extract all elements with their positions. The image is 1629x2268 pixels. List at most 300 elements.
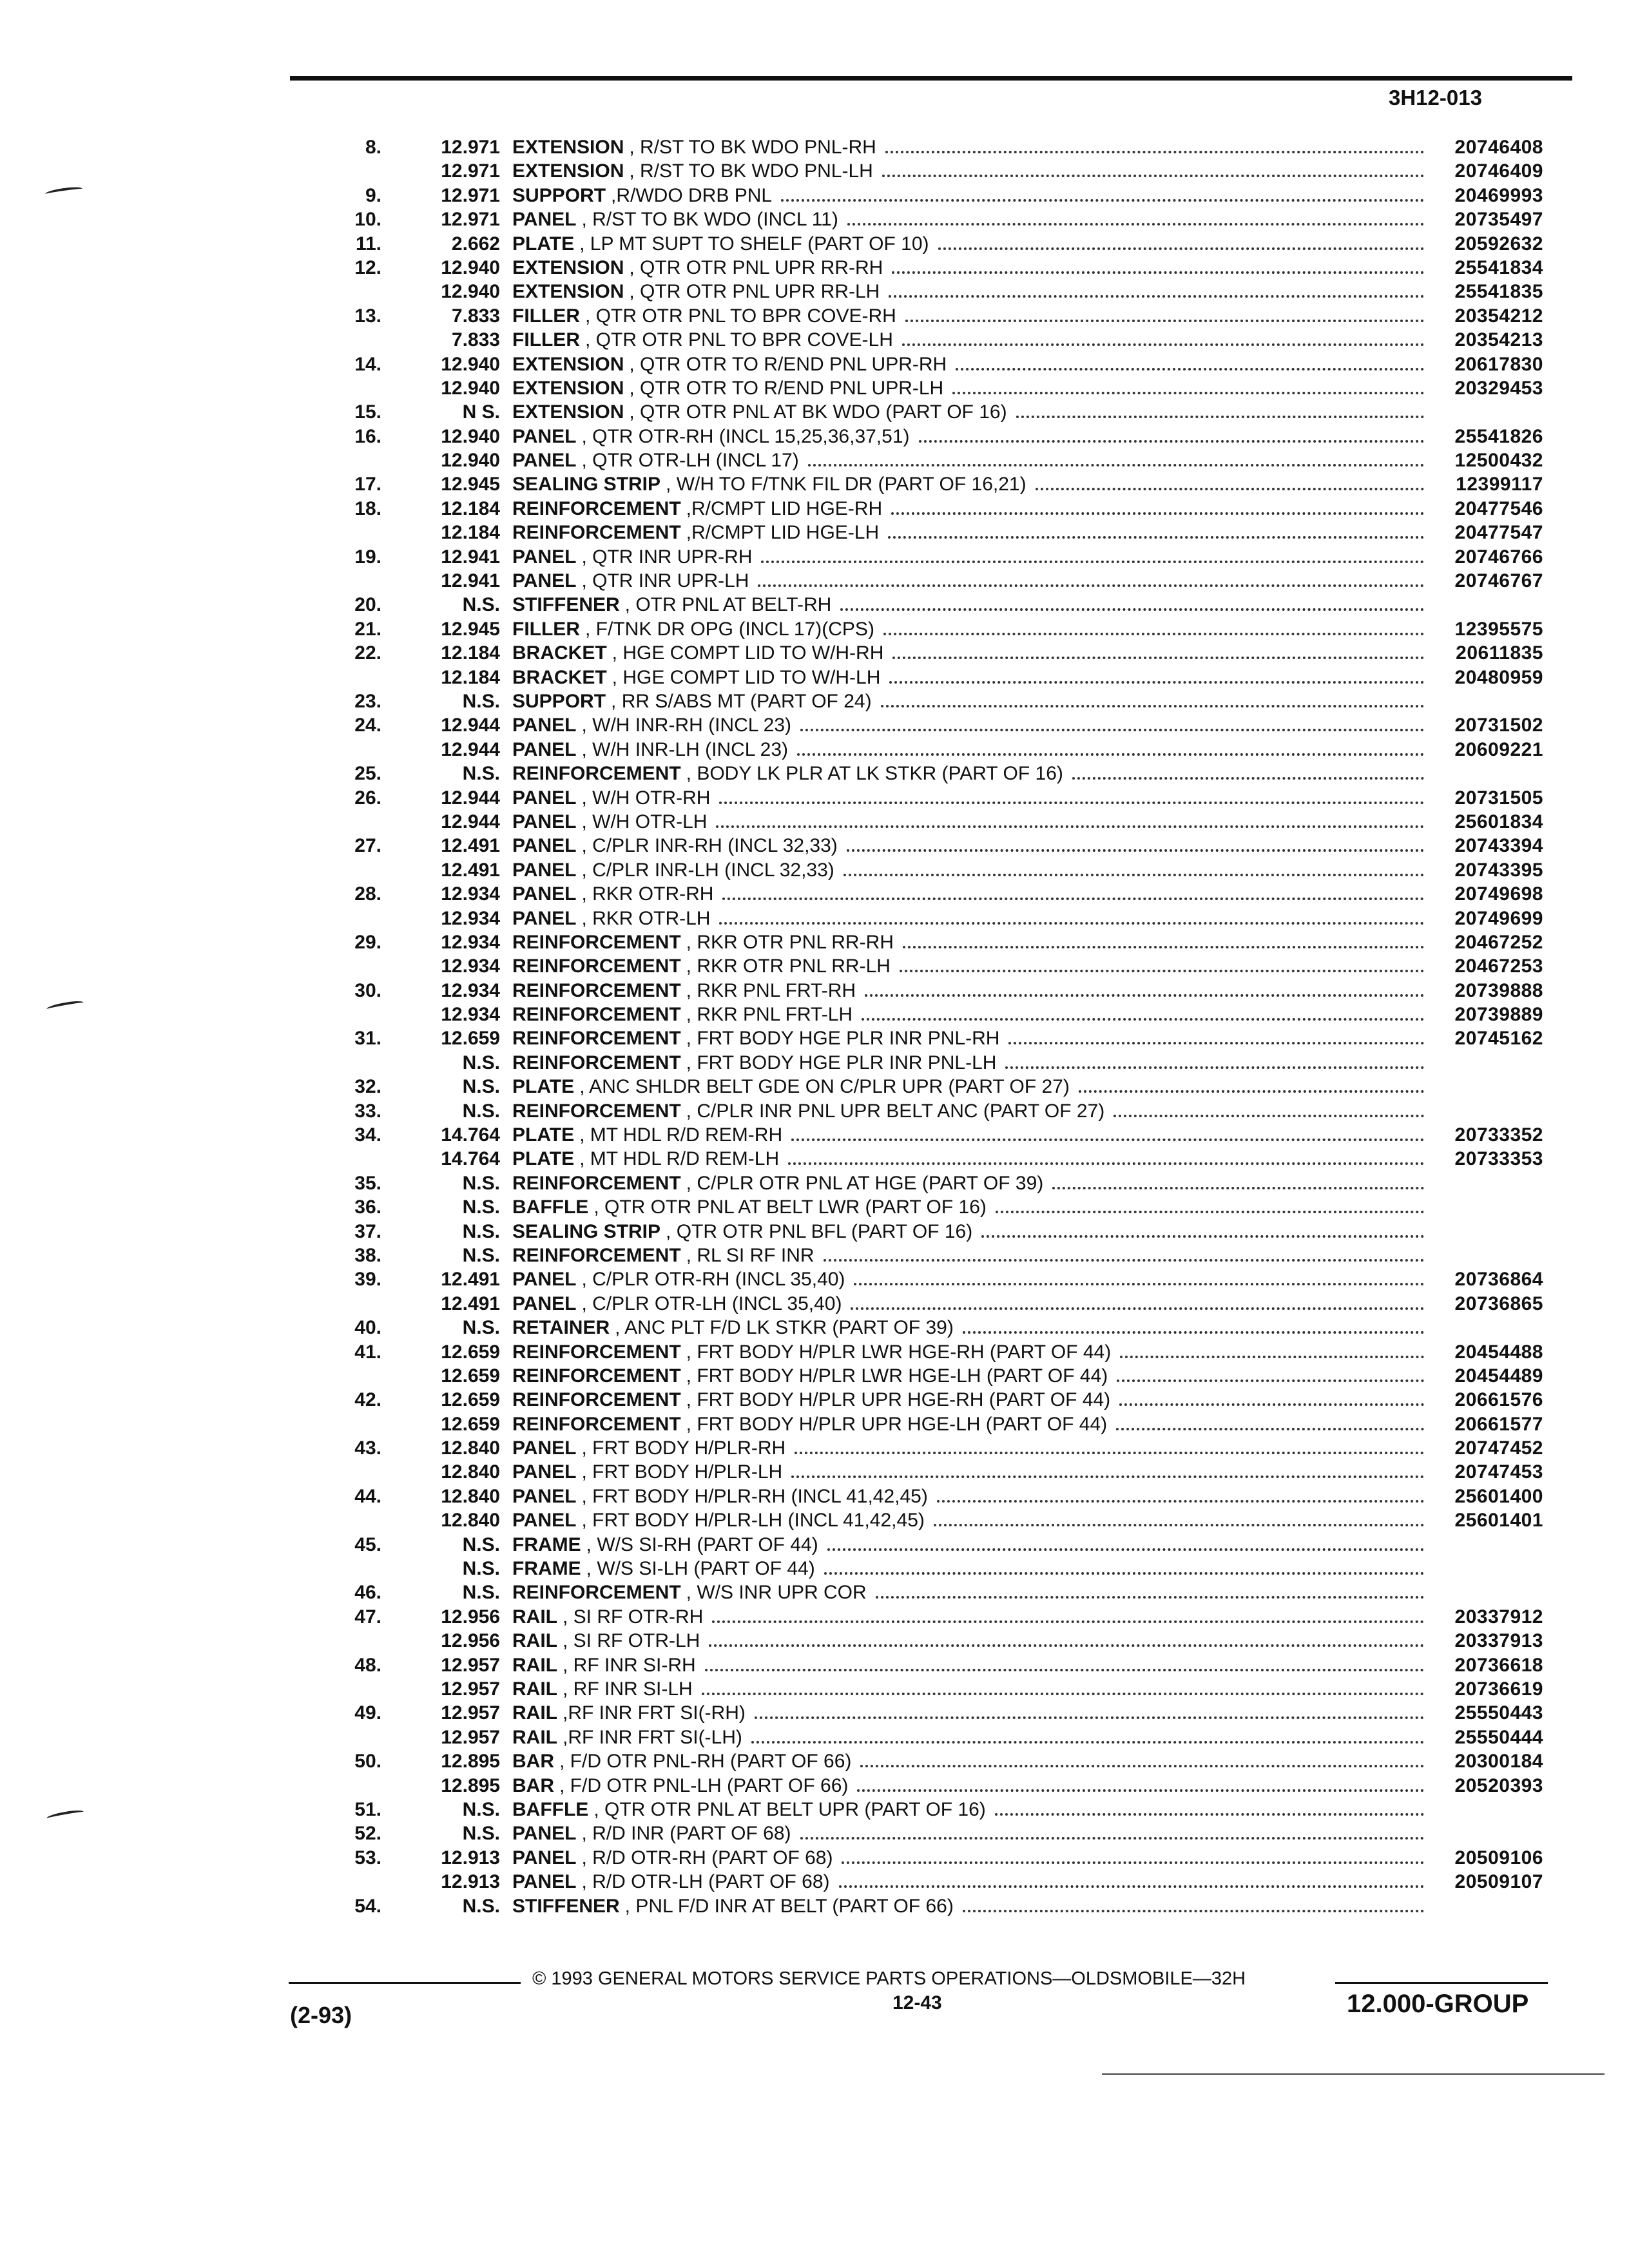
part-name: RAIL — [512, 1702, 557, 1724]
dot-leader — [1005, 1051, 1424, 1069]
part-detail: , QTR OTR PNL AT BK WDO (PART OF 16) — [629, 401, 1007, 423]
item-number: 37. — [354, 1220, 381, 1242]
part-description — [512, 1485, 1424, 1508]
part-name: REINFORCEMENT — [512, 1582, 681, 1604]
item-number: 46. — [354, 1582, 381, 1604]
part-number: 20743395 — [1454, 859, 1543, 881]
part-description — [512, 1340, 1424, 1364]
part-name: PANEL — [512, 1269, 577, 1291]
group-label: 12.000-GROUP — [1347, 1990, 1529, 2018]
part-name: PANEL — [512, 787, 577, 809]
dot-leader — [842, 1846, 1424, 1864]
part-detail: , FRT BODY HGE PLR INR PNL-LH — [686, 1052, 997, 1073]
parts-row — [322, 1557, 1559, 1581]
part-description — [512, 207, 1424, 231]
item-number: 50. — [354, 1751, 381, 1773]
group-number: 12.184 — [441, 522, 500, 544]
parts-row — [322, 1147, 1559, 1171]
parts-row — [322, 882, 1559, 906]
dot-leader — [882, 159, 1424, 177]
group-number: 12.945 — [441, 474, 500, 495]
part-number: 20731505 — [1454, 787, 1543, 809]
part-name: EXTENSION — [512, 256, 624, 278]
part-description — [512, 1099, 1424, 1123]
part-number: 20749698 — [1454, 883, 1543, 905]
dot-leader — [1116, 1412, 1424, 1430]
part-number: 20454489 — [1454, 1365, 1543, 1387]
part-name: PANEL — [512, 811, 577, 832]
part-number: 20736865 — [1454, 1293, 1543, 1314]
part-number: 20739888 — [1454, 979, 1543, 1001]
dot-leader — [900, 954, 1424, 972]
parts-row — [322, 641, 1559, 665]
dot-leader — [857, 1774, 1424, 1792]
item-number: 44. — [354, 1485, 381, 1507]
part-detail: , FRT BODY H/PLR-RH — [581, 1437, 786, 1459]
part-name: PANEL — [512, 1871, 577, 1893]
dot-leader — [937, 1485, 1424, 1503]
part-number: 20329453 — [1454, 377, 1543, 399]
part-description — [512, 907, 1424, 930]
group-number: 12.840 — [441, 1461, 500, 1483]
part-detail: , HGE COMPT LID TO W/H-RH — [612, 642, 884, 664]
group-number: 7.833 — [451, 305, 500, 327]
dot-leader — [892, 256, 1424, 274]
parts-row — [322, 762, 1559, 785]
part-detail: , QTR OTR PNL BFL (PART OF 16) — [666, 1220, 973, 1242]
part-number: 20509107 — [1454, 1871, 1543, 1893]
part-description — [512, 1508, 1424, 1532]
part-number: 20337913 — [1454, 1630, 1543, 1652]
parts-row — [322, 472, 1559, 496]
part-detail: , W/S SI-LH (PART OF 44) — [586, 1558, 815, 1580]
part-name: REINFORCEMENT — [512, 1004, 681, 1026]
item-number: 23. — [354, 690, 381, 712]
part-detail: , QTR OTR-LH (INCL 17) — [581, 450, 799, 472]
part-detail: , R/D INR (PART OF 68) — [581, 1823, 791, 1845]
item-number: 27. — [354, 835, 381, 857]
part-number: 20747453 — [1454, 1461, 1543, 1483]
group-number: 12.934 — [441, 956, 500, 977]
dot-leader — [981, 1220, 1424, 1238]
group-number: N S. — [462, 401, 500, 423]
part-detail: , LP MT SUPT TO SHELF (PART OF 10) — [579, 233, 929, 255]
item-number: 53. — [354, 1847, 381, 1869]
part-description — [512, 1894, 1424, 1918]
part-number: 20592632 — [1454, 233, 1543, 255]
part-detail: , ANC PLT F/D LK STKR (PART OF 39) — [615, 1317, 954, 1339]
dot-leader — [827, 1533, 1424, 1551]
part-detail: , ANC SHLDR BELT GDE ON C/PLR UPR (PART OF 27) — [579, 1076, 1070, 1098]
part-description — [512, 1653, 1424, 1677]
part-description — [512, 1557, 1424, 1581]
part-detail: , QTR INR UPR-LH — [581, 570, 749, 592]
dot-leader — [1072, 762, 1424, 780]
item-number: 17. — [354, 474, 381, 495]
item-number: 41. — [354, 1341, 381, 1363]
part-number: 20736619 — [1454, 1678, 1543, 1700]
group-number: N.S. — [462, 1172, 500, 1194]
group-number: 12.940 — [441, 281, 500, 303]
part-detail: , F/D OTR PNL-RH (PART OF 66) — [559, 1751, 852, 1773]
part-name: FILLER — [512, 618, 580, 640]
group-number: 12.957 — [441, 1678, 500, 1700]
item-number: 32. — [354, 1076, 381, 1098]
parts-row — [322, 569, 1559, 593]
group-number: 12.913 — [441, 1847, 500, 1869]
part-number: 20477546 — [1454, 497, 1543, 519]
group-number: N.S. — [462, 1533, 500, 1555]
part-detail: , QTR OTR TO R/END PNL UPR-LH — [629, 377, 944, 399]
part-name: RAIL — [512, 1726, 557, 1748]
group-number: 12.940 — [441, 256, 500, 278]
part-description — [512, 930, 1424, 954]
part-description — [512, 1267, 1424, 1291]
parts-row — [322, 1195, 1559, 1219]
item-number: 38. — [354, 1244, 381, 1266]
part-description — [512, 376, 1424, 400]
dot-leader — [800, 713, 1424, 731]
part-detail: , RKR PNL FRT-RH — [686, 979, 856, 1001]
part-number: 20661577 — [1454, 1413, 1543, 1435]
dot-leader — [847, 207, 1424, 226]
part-number: 20454488 — [1454, 1341, 1543, 1363]
part-name: REINFORCEMENT — [512, 1100, 681, 1122]
part-description — [512, 1629, 1424, 1653]
part-description — [512, 1003, 1424, 1026]
group-number: 12.913 — [441, 1871, 500, 1893]
parts-row — [322, 1340, 1559, 1364]
group-number: N.S. — [462, 1220, 500, 1242]
part-name: BAR — [512, 1774, 554, 1796]
part-name: REINFORCEMENT — [512, 1413, 681, 1435]
dot-leader — [963, 1316, 1424, 1334]
part-name: BRACKET — [512, 642, 607, 664]
part-description — [512, 1436, 1424, 1460]
part-number: 25550443 — [1454, 1702, 1543, 1724]
dot-leader — [963, 1894, 1424, 1912]
group-number: 12.944 — [441, 738, 500, 760]
dot-leader — [938, 232, 1425, 250]
parts-row — [322, 1316, 1559, 1340]
part-number: 25541834 — [1454, 256, 1543, 278]
item-number: 45. — [354, 1533, 381, 1555]
item-number: 15. — [354, 401, 381, 423]
part-number: 20509106 — [1454, 1847, 1543, 1869]
part-description — [512, 159, 1424, 183]
item-number: 31. — [354, 1028, 381, 1050]
part-number: 20467252 — [1454, 931, 1543, 953]
part-name: EXTENSION — [512, 160, 624, 182]
parts-row — [322, 1388, 1559, 1412]
part-name: BRACKET — [512, 666, 607, 688]
header-rule — [290, 76, 1572, 81]
part-number: 20745162 — [1454, 1028, 1543, 1050]
item-number: 8. — [365, 137, 381, 158]
part-number: 20354212 — [1454, 305, 1543, 327]
part-description — [512, 666, 1424, 689]
part-number: 20300184 — [1454, 1751, 1543, 1773]
group-number: 12.945 — [441, 618, 500, 640]
part-detail: , C/PLR INR PNL UPR BELT ANC (PART OF 27) — [686, 1100, 1105, 1122]
item-number: 28. — [354, 883, 381, 905]
group-number: N.S. — [462, 1823, 500, 1845]
part-name: PANEL — [512, 883, 577, 905]
part-name: STIFFENER — [512, 1895, 620, 1917]
dot-leader — [1113, 1099, 1424, 1117]
parts-row — [322, 1171, 1559, 1195]
dot-leader — [1036, 472, 1424, 490]
part-name: EXTENSION — [512, 377, 624, 399]
dot-leader — [843, 858, 1424, 876]
part-detail: , QTR OTR PNL UPR RR-LH — [629, 281, 880, 303]
parts-row — [322, 907, 1559, 930]
part-description — [512, 1220, 1424, 1244]
group-number: 12.944 — [441, 787, 500, 809]
dot-leader — [758, 569, 1424, 587]
part-name: SEALING STRIP — [512, 1220, 661, 1242]
part-description — [512, 1292, 1424, 1316]
dot-leader — [1120, 1340, 1424, 1358]
part-description — [512, 1075, 1424, 1099]
parts-row — [322, 1749, 1559, 1773]
item-number: 43. — [354, 1437, 381, 1459]
part-detail: , W/H OTR-RH — [581, 787, 711, 809]
part-description — [512, 545, 1424, 569]
item-number: 24. — [354, 715, 381, 736]
dot-leader — [851, 1292, 1424, 1310]
dot-leader — [1079, 1075, 1424, 1093]
dot-leader — [862, 1003, 1424, 1021]
part-description — [512, 1798, 1424, 1821]
part-name: BAFFLE — [512, 1798, 589, 1820]
part-detail: , RKR OTR-RH — [581, 883, 714, 905]
dot-leader — [719, 907, 1424, 925]
dot-leader — [751, 1725, 1424, 1744]
part-name: PANEL — [512, 715, 577, 736]
part-detail: , FRT BODY H/PLR-LH — [581, 1461, 783, 1483]
part-description — [512, 1581, 1424, 1604]
dot-leader — [902, 328, 1424, 346]
dot-leader — [876, 1581, 1424, 1599]
part-detail: , FRT BODY H/PLR LWR HGE-LH (PART OF 44) — [686, 1365, 1108, 1387]
dot-leader — [788, 1147, 1424, 1165]
group-number: N.S. — [462, 1558, 500, 1580]
parts-row — [322, 1436, 1559, 1460]
part-number: 12500432 — [1454, 450, 1543, 472]
parts-row — [322, 689, 1559, 713]
dot-leader — [781, 184, 1424, 202]
part-detail: , C/PLR OTR PNL AT HGE (PART OF 39) — [686, 1172, 1044, 1194]
part-description — [512, 1605, 1424, 1629]
part-name: PANEL — [512, 546, 577, 568]
part-name: PANEL — [512, 1510, 577, 1532]
part-name: PLATE — [512, 233, 575, 255]
part-description — [512, 304, 1424, 328]
group-number: 12.941 — [441, 546, 500, 568]
part-detail: , C/PLR INR-RH (INCL 32,33) — [581, 835, 838, 857]
parts-row — [322, 1821, 1559, 1845]
parts-row — [322, 1725, 1559, 1749]
part-detail: , FRT BODY H/PLR UPR HGE-LH (PART OF 44) — [686, 1413, 1108, 1435]
dot-leader — [824, 1557, 1424, 1575]
part-number: 20731502 — [1454, 715, 1543, 736]
part-number: 20746409 — [1454, 160, 1543, 182]
part-detail: , FRT BODY H/PLR-LH (INCL 41,42,45) — [581, 1510, 925, 1532]
item-number: 54. — [354, 1895, 381, 1917]
parts-row — [322, 400, 1559, 424]
parts-row — [322, 425, 1559, 448]
group-number: 12.934 — [441, 883, 500, 905]
parts-row — [322, 979, 1559, 1003]
part-description — [512, 1051, 1424, 1075]
parts-row — [322, 135, 1559, 159]
part-description — [512, 1244, 1424, 1267]
part-detail: , W/H INR-LH (INCL 23) — [581, 738, 789, 760]
dot-leader — [889, 280, 1424, 298]
dot-leader — [755, 1701, 1424, 1719]
item-number: 20. — [354, 594, 381, 616]
group-number: 12.184 — [441, 642, 500, 664]
part-number: 20611835 — [1456, 642, 1543, 664]
parts-row — [322, 810, 1559, 834]
group-number: 12.491 — [441, 1293, 500, 1314]
part-name: FILLER — [512, 329, 580, 351]
item-number: 21. — [354, 618, 381, 640]
parts-row — [322, 497, 1559, 521]
dot-leader — [808, 448, 1424, 466]
part-detail: , RL SI RF INR — [686, 1244, 815, 1266]
part-description — [512, 1316, 1424, 1340]
dot-leader — [892, 641, 1424, 659]
part-description — [512, 954, 1424, 978]
part-description — [512, 1821, 1424, 1845]
parts-row — [322, 1774, 1559, 1798]
part-name: PANEL — [512, 450, 577, 472]
group-number: 12.840 — [441, 1510, 500, 1532]
part-detail: , RKR OTR PNL RR-RH — [686, 931, 894, 953]
parts-row — [322, 1605, 1559, 1629]
part-description — [512, 448, 1424, 472]
item-number: 10. — [354, 209, 381, 231]
part-detail: , W/S INR UPR COR — [686, 1582, 867, 1604]
part-description — [512, 858, 1424, 882]
parts-row — [322, 617, 1559, 641]
margin-mark — [46, 1809, 84, 1821]
part-name: PANEL — [512, 1461, 577, 1483]
part-description — [512, 1774, 1424, 1798]
part-description — [512, 1725, 1424, 1749]
parts-row — [322, 1075, 1559, 1099]
group-number: N.S. — [462, 1196, 500, 1218]
part-description — [512, 1147, 1424, 1171]
part-description — [512, 184, 1424, 207]
part-detail: , RKR OTR-LH — [581, 907, 711, 929]
group-number: 12.940 — [441, 353, 500, 375]
part-detail: , SI RF OTR-RH — [563, 1606, 704, 1628]
part-name: REINFORCEMENT — [512, 1172, 681, 1194]
part-detail: , QTR OTR PNL TO BPR COVE-LH — [585, 329, 893, 351]
dot-leader — [1052, 1171, 1424, 1189]
part-name: RAIL — [512, 1654, 557, 1676]
part-description — [512, 1701, 1424, 1725]
parts-row — [322, 666, 1559, 689]
part-description — [512, 1171, 1424, 1195]
group-number: N.S. — [462, 594, 500, 616]
item-number: 49. — [354, 1702, 381, 1724]
part-detail: ,RF INR FRT SI(-RH) — [563, 1702, 746, 1724]
part-detail: , FRT BODY H/PLR LWR HGE-RH (PART OF 44) — [686, 1341, 1112, 1363]
parts-row — [322, 858, 1559, 882]
part-name: PLATE — [512, 1148, 575, 1170]
part-detail: , C/PLR OTR-LH (INCL 35,40) — [581, 1293, 842, 1314]
parts-list — [322, 135, 1559, 1918]
dot-leader — [705, 1653, 1424, 1671]
group-number: 12.934 — [441, 979, 500, 1001]
part-number: 20354213 — [1454, 329, 1543, 351]
part-detail: , W/S SI-RH (PART OF 44) — [586, 1533, 818, 1555]
part-description — [512, 256, 1424, 280]
item-number: 51. — [354, 1798, 381, 1820]
part-detail: , PNL F/D INR AT BELT (PART OF 66) — [624, 1895, 954, 1917]
dot-leader — [883, 617, 1424, 635]
part-detail: , F/D OTR PNL-LH (PART OF 66) — [559, 1774, 849, 1796]
dot-leader — [903, 930, 1424, 948]
part-number: 20467253 — [1454, 956, 1543, 977]
copyright-notice: © 1993 GENERAL MOTORS SERVICE PARTS OPERATIONS—OLDSMOBILE—32H — [532, 1968, 1246, 1989]
group-number: 12.944 — [441, 811, 500, 832]
group-number: N.S. — [462, 1317, 500, 1339]
item-number: 9. — [365, 184, 381, 206]
part-name: RAIL — [512, 1606, 557, 1628]
part-detail: , QTR OTR-RH (INCL 15,25,36,37,51) — [581, 425, 910, 447]
group-number: N.S. — [462, 1052, 500, 1073]
group-number: 12.659 — [441, 1389, 500, 1411]
part-detail: , RF INR SI-RH — [563, 1654, 696, 1676]
part-name: PLATE — [512, 1124, 575, 1146]
parts-row — [322, 1364, 1559, 1388]
group-number: 12.971 — [441, 209, 500, 231]
part-number: 25541835 — [1454, 281, 1543, 303]
part-number: 25550444 — [1454, 1726, 1543, 1748]
group-number: 12.957 — [441, 1702, 500, 1724]
dot-leader — [840, 593, 1424, 611]
part-number: 20736618 — [1454, 1654, 1543, 1676]
item-number: 18. — [354, 497, 381, 519]
part-number: 20747452 — [1454, 1437, 1543, 1459]
group-number: 12.895 — [441, 1751, 500, 1773]
dot-leader — [824, 1244, 1424, 1262]
parts-row — [322, 738, 1559, 762]
parts-row — [322, 713, 1559, 737]
part-description — [512, 713, 1424, 737]
dot-leader — [865, 979, 1424, 997]
part-name: REINFORCEMENT — [512, 1389, 681, 1411]
parts-row — [322, 1220, 1559, 1244]
group-number: 12.491 — [441, 859, 500, 881]
footer-rule-left — [289, 1982, 521, 1984]
part-description — [512, 1412, 1424, 1436]
part-number: 20746767 — [1454, 570, 1543, 592]
part-name: PANEL — [512, 1485, 577, 1507]
dot-leader — [709, 1629, 1424, 1647]
part-number: 20743394 — [1454, 835, 1543, 857]
part-name: STIFFENER — [512, 594, 620, 616]
dot-leader — [1117, 1364, 1424, 1382]
part-number: 12399117 — [1456, 474, 1543, 495]
part-name: REINFORCEMENT — [512, 956, 681, 977]
dot-leader — [885, 135, 1424, 153]
